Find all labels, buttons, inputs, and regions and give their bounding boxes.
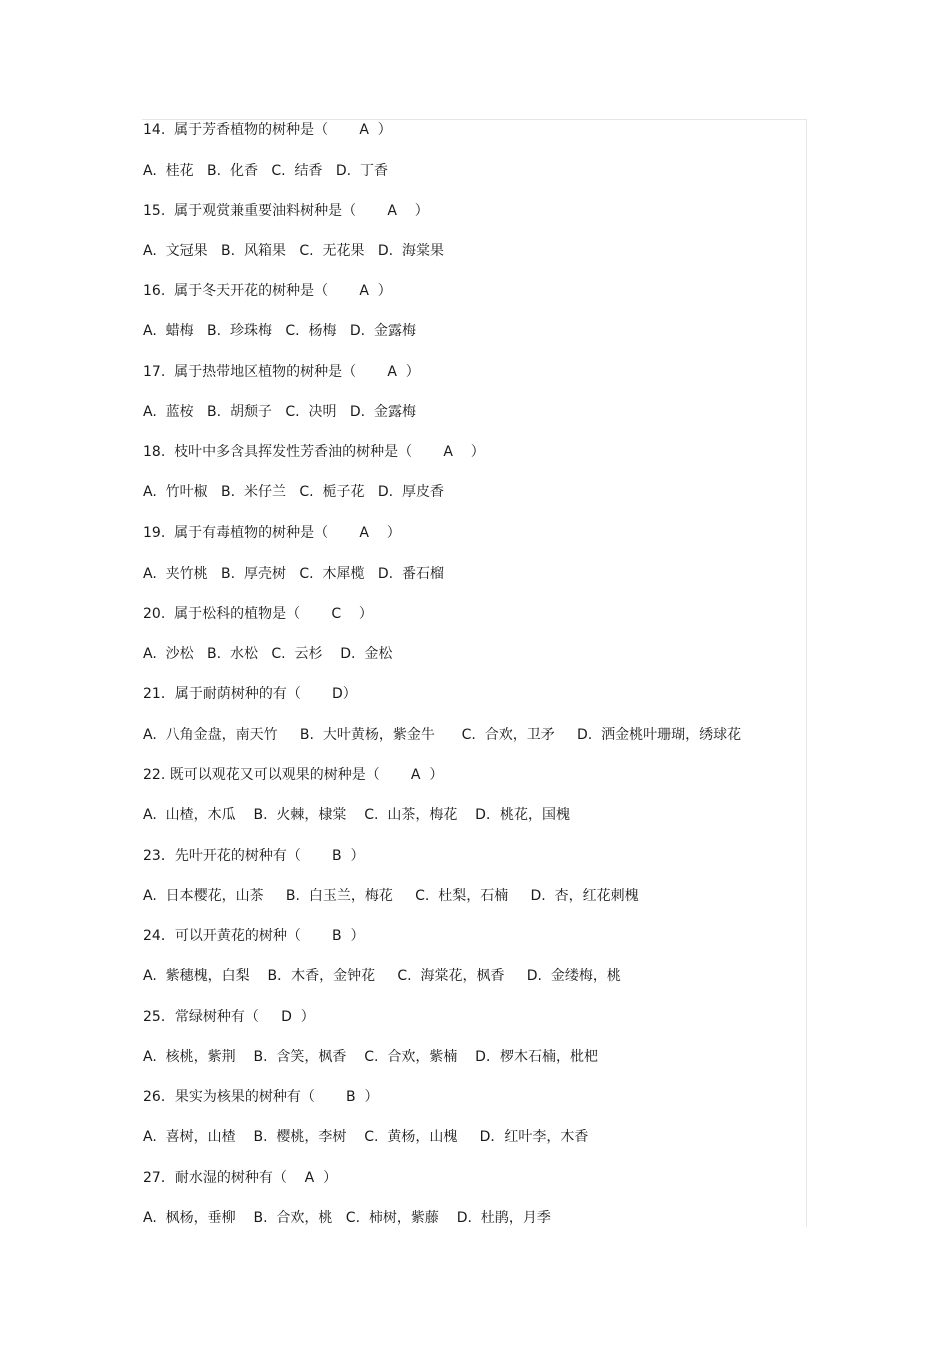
question-20-options: A. 沙松 B. 水松 C. 云杉 D. 金松	[143, 646, 393, 662]
question-27-options: A. 枫杨，垂柳 B. 合欢，桃 C. 柿树，紫藤 D. 杜鹃，月季	[143, 1210, 551, 1226]
question-24-options: A. 紫穗槐，白梨 B．木香，金钟花 C. 海棠花，枫香 D. 金缕梅，桃	[143, 968, 621, 984]
question-15-options: A. 文冠果 B. 风箱果 C. 无花果 D. 海棠果	[143, 243, 444, 259]
question-19-options: A. 夹竹桃 B. 厚壳树 C. 木犀榄 D. 番石榴	[143, 566, 444, 582]
question-26-options: A. 喜树，山楂 B. 樱桃，李树 C. 黄杨，山槐 D．红叶李，木香	[143, 1129, 589, 1145]
question-16-options: A. 蜡梅 B. 珍珠梅 C. 杨梅 D. 金露梅	[143, 323, 416, 339]
question-22-text: 22. 既可以观花又可以观果的树种是（ A ）	[143, 767, 444, 783]
question-18-text: 18. 枝叶中多含具挥发性芳香油的树种是（ A ）	[143, 444, 485, 460]
question-16-text: 16. 属于冬天开花的树种是（ A ）	[143, 283, 392, 299]
question-19-text: 19. 属于有毒植物的树种是（ A ）	[143, 525, 401, 541]
question-23-text: 23．先叶开花的树种有（ B ）	[143, 848, 365, 864]
question-26-text: 26．果实为核果的树种有（ B ）	[143, 1089, 379, 1105]
question-27-text: 27．耐水湿的树种有（ A ）	[143, 1170, 338, 1186]
question-14-options: A. 桂花 B. 化香 C. 结香 D. 丁香	[143, 163, 388, 179]
question-15-text: 15. 属于观赏兼重要油料树种是（ A ）	[143, 203, 429, 219]
question-17-options: A. 蓝桉 B. 胡颓子 C. 决明 D. 金露梅	[143, 404, 416, 420]
question-21-text: 21．属于耐荫树种的有（ D）	[143, 686, 357, 702]
question-18-options: A. 竹叶椒 B. 米仔兰 C. 栀子花 D. 厚皮香	[143, 484, 444, 500]
question-21-options: A. 八角金盘，南天竹 B. 大叶黄杨，紫金牛 C. 合欢，卫矛 D. 洒金桃叶珊瑚，绣球花	[143, 727, 742, 743]
question-25-options: A. 核桃，紫荆 B. 含笑，枫香 C. 合欢，紫楠 D．椤木石楠，枇杷	[143, 1049, 598, 1065]
question-17-text: 17. 属于热带地区植物的树种是（ A ）	[143, 364, 420, 380]
question-22-options: A. 山楂，木瓜 B. 火棘，棣棠 C. 山茶，梅花 D．桃花，国槐	[143, 807, 570, 823]
question-24-text: 24．可以开黄花的树种（ B ）	[143, 928, 365, 944]
question-25-text: 25．常绿树种有（ D ）	[143, 1009, 315, 1025]
question-20-text: 20. 属于松科的植物是（ C ）	[143, 606, 373, 622]
question-23-options: A. 日本樱花，山茶 B. 白玉兰，梅花 C. 杜梨，石楠 D. 杏，红花刺槐	[143, 888, 639, 904]
question-14-text: 14. 属于芳香植物的树种是（ A ）	[143, 122, 392, 138]
